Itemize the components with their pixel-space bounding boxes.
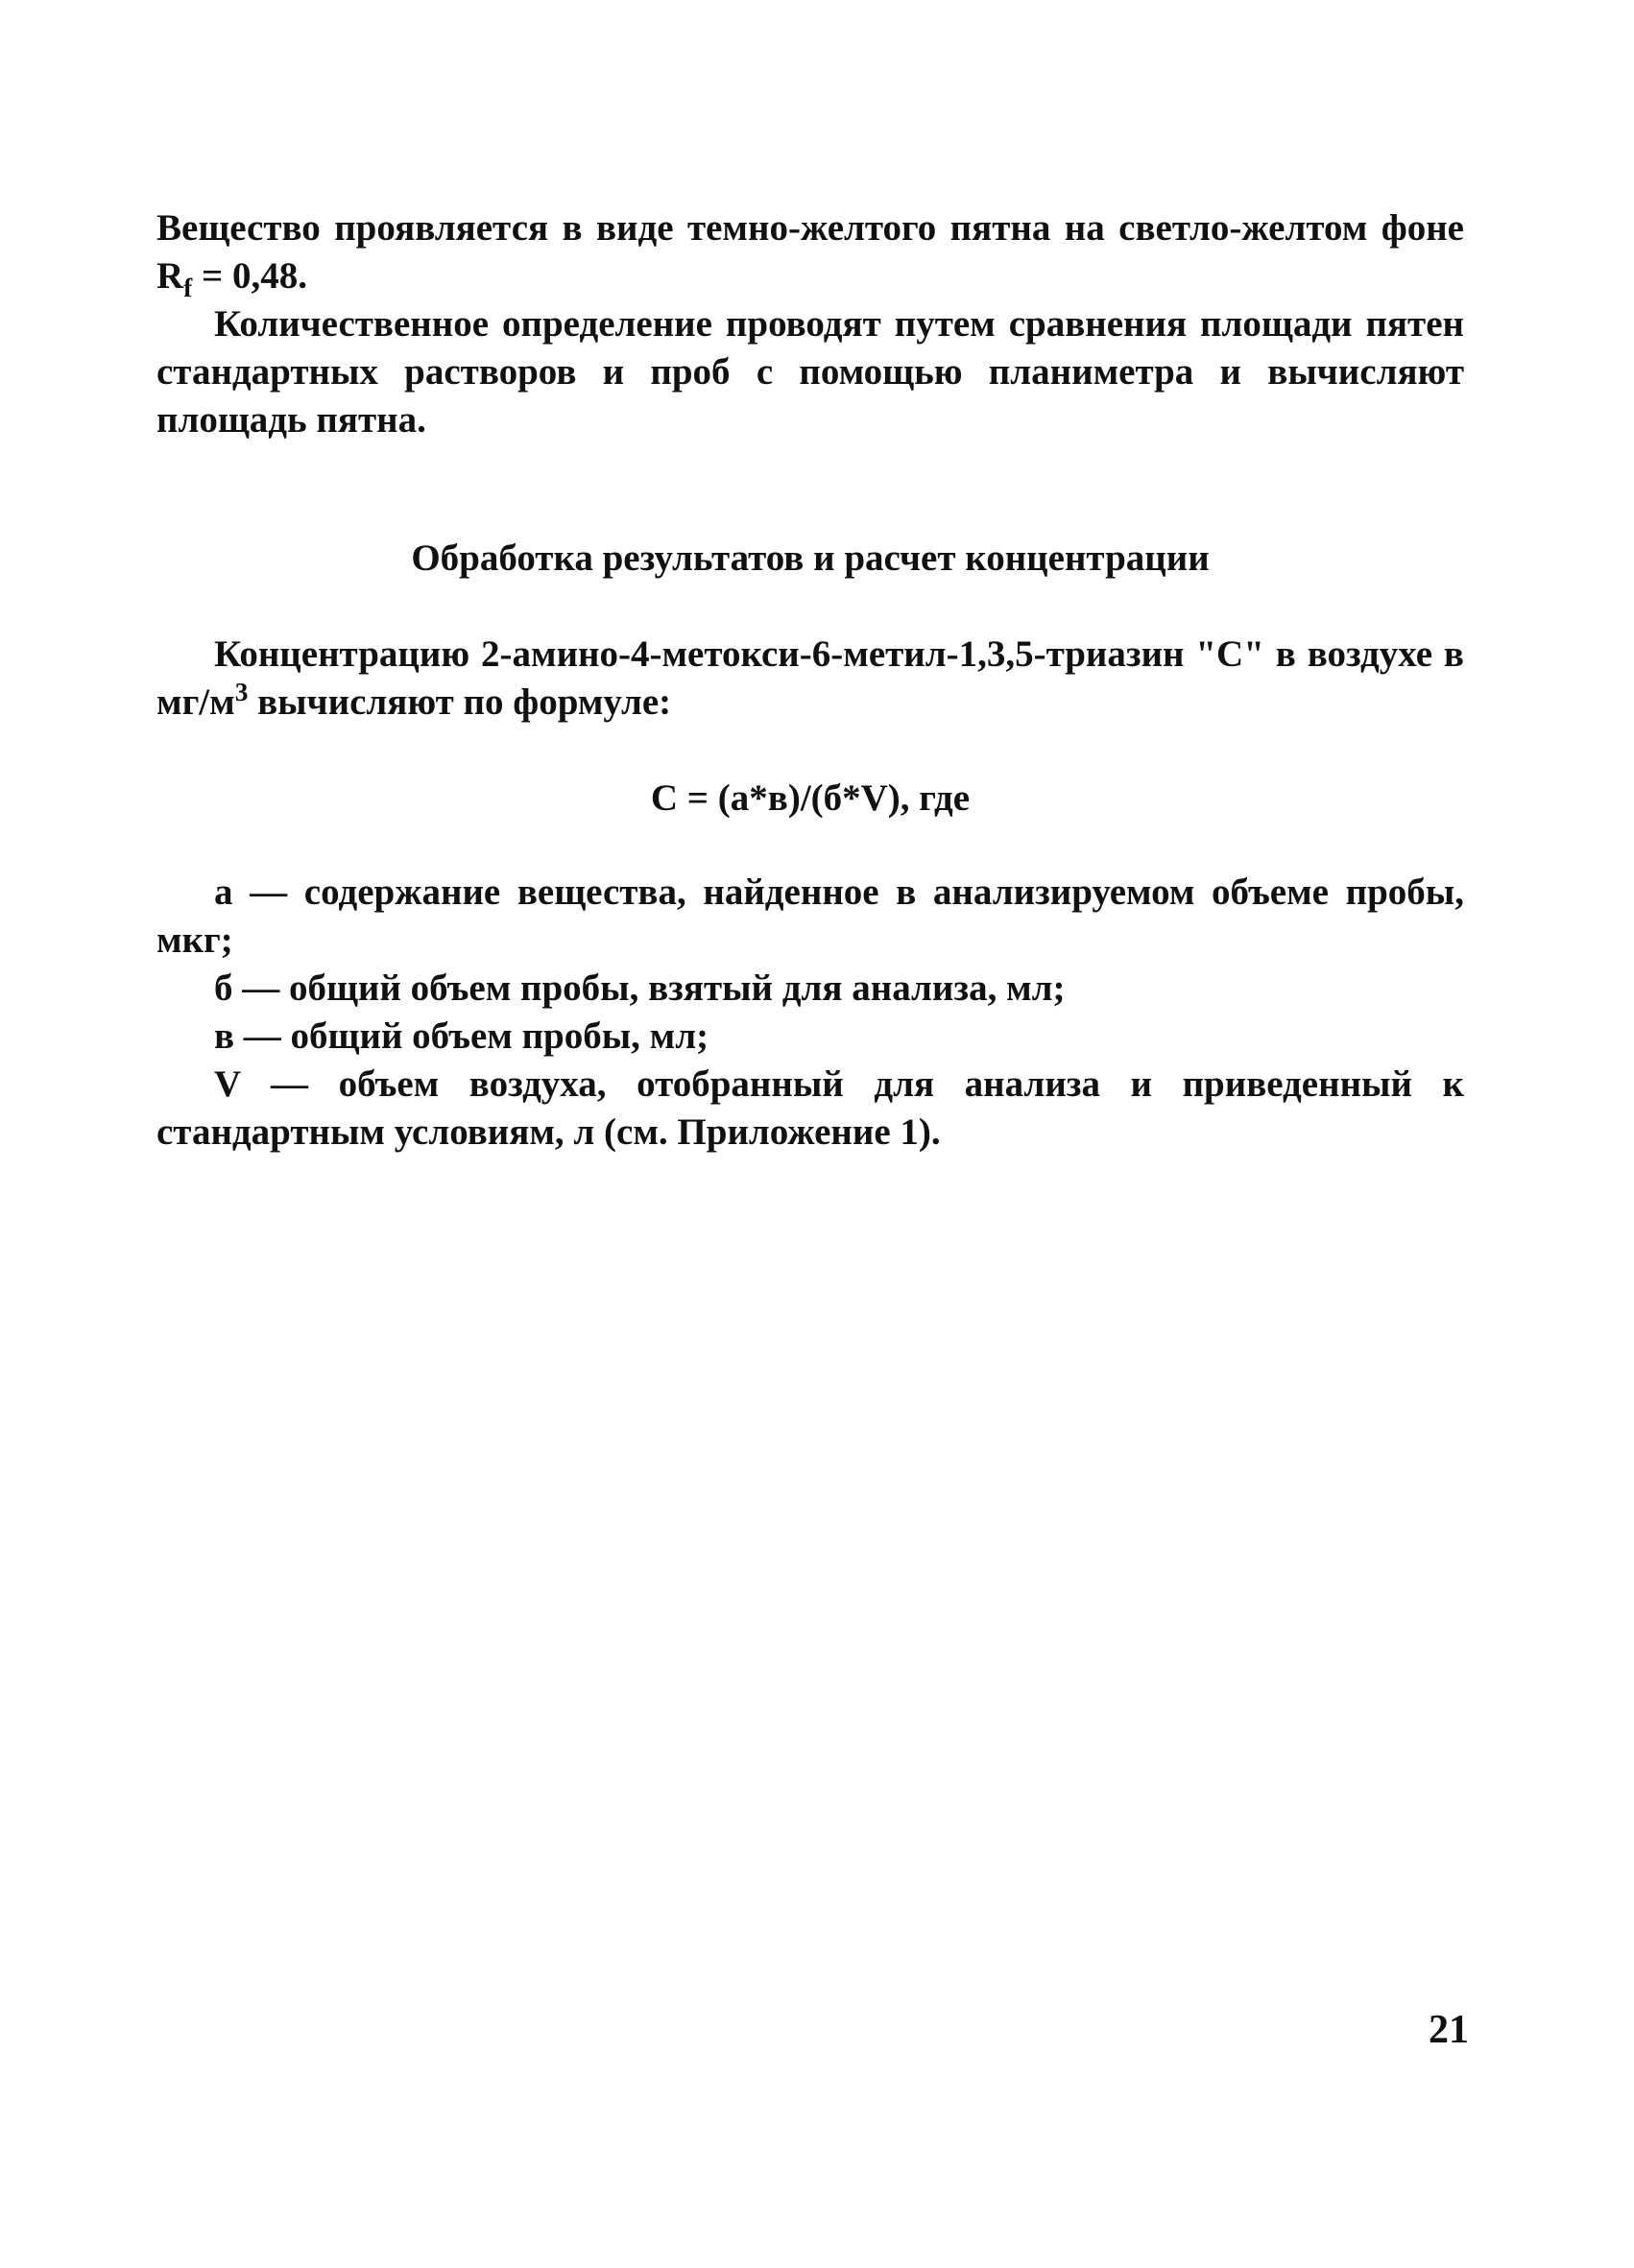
paragraph-3-text-a: Концентрацию 2-амино-4-метокси-6-метил-1,3,5-триазин "С" в воздухе в мг/м [156, 633, 1464, 723]
legend-item-v: в — общий объем пробы, мл; [214, 1015, 709, 1057]
page-number: 21 [1429, 2008, 1469, 2052]
paragraph-substance-appearance [156, 204, 1464, 300]
legend-item-volume: V — объем воздуха, отобранный для анализа и приведенный к стандартным условиям, л (см. Приложение 1). [156, 1063, 1464, 1153]
legend-item-b: б — общий объем пробы, взятый для анализа, мл; [214, 967, 1066, 1009]
cubic-superscript: 3 [234, 678, 249, 706]
paragraph-1-text-b: = 0,48. [192, 255, 307, 297]
section-heading: Обработка результатов и расчет концентрации [411, 537, 1210, 579]
concentration-formula: С = (а*в)/(б*V), где [650, 777, 971, 819]
intro-text-block [156, 204, 1464, 444]
paragraph-quantitative-determination: Количественное определение проводят путем сравнения площади пятен стандартных растворов и проб с помощью планиметра и вычисляют площадь пятна. [156, 303, 1464, 441]
concentration-text-block [156, 631, 1464, 727]
formula-legend [156, 869, 1464, 1157]
paragraph-1-text-a: Вещество проявляется в виде темно-желтого пятна на светло-желтом фоне R [156, 207, 1464, 297]
paragraph-3-text-b: вычисляют по формуле: [248, 681, 672, 723]
paragraph-concentration-intro [156, 631, 1464, 727]
rf-subscript: f [183, 273, 193, 302]
legend-item-a: а — содержание вещества, найденное в анализируемом объеме пробы, мкг; [156, 871, 1464, 961]
